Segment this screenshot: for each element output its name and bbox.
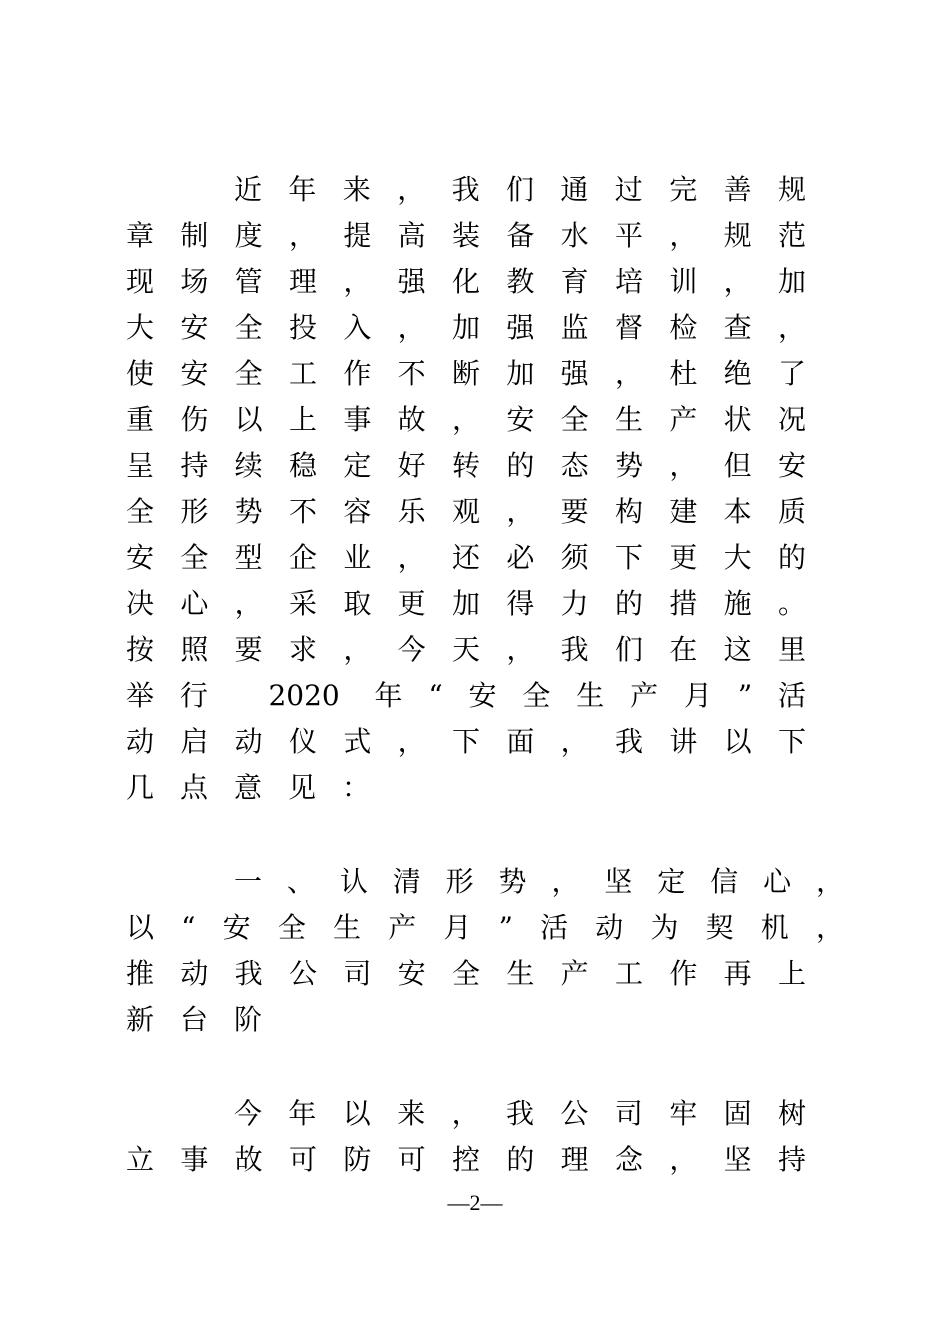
paragraph-1-line-4: 大安全投入，加强监督检查， (126, 311, 806, 344)
heading-1-line-4: 新台阶 (126, 1003, 289, 1036)
paragraph-2-line-1: 今年以来，我公司牢固树 (234, 1097, 806, 1130)
heading-1-line-1: 一、认清形势，坚定信心， (234, 865, 844, 898)
paragraph-1-line-5: 使安全工作不断加强，杜绝了 (126, 357, 806, 390)
paragraph-1-line-3: 现场管理，强化教育培训，加 (126, 265, 806, 298)
paragraph-2-line-2: 立事故可防可控的理念，坚持 (126, 1143, 806, 1176)
paragraph-1-line-14: 几点意见： (126, 771, 397, 804)
paragraph-1-line-8: 全形势不容乐观，要构建本质 (126, 495, 806, 528)
heading-1-line-3: 推动我公司安全生产工作再上 (126, 957, 806, 990)
paragraph-1-line-6: 重伤以上事故，安全生产状况 (126, 403, 806, 436)
paragraph-1-line-10: 决心，采取更加得力的措施。 (126, 587, 806, 620)
paragraph-1-line-2: 章制度，提高装备水平，规范 (126, 219, 806, 252)
paragraph-1-line-12: 举行 2020 年“安全生产月”活 (126, 679, 806, 712)
heading-1-line-2: 以“安全生产月”活动为契机， (126, 911, 844, 944)
paragraph-1-line-13: 动启动仪式，下面，我讲以下 (126, 725, 806, 758)
paragraph-1-line-1: 近年来，我们通过完善规 (234, 173, 806, 206)
page-number: —2— (447, 1190, 503, 1215)
paragraph-1-line-9: 安全型企业，还必须下更大的 (126, 541, 806, 574)
paragraph-1-line-7: 呈持续稳定好转的态势，但安 (126, 449, 806, 482)
paragraph-1-line-11: 按照要求，今天，我们在这里 (126, 633, 806, 666)
